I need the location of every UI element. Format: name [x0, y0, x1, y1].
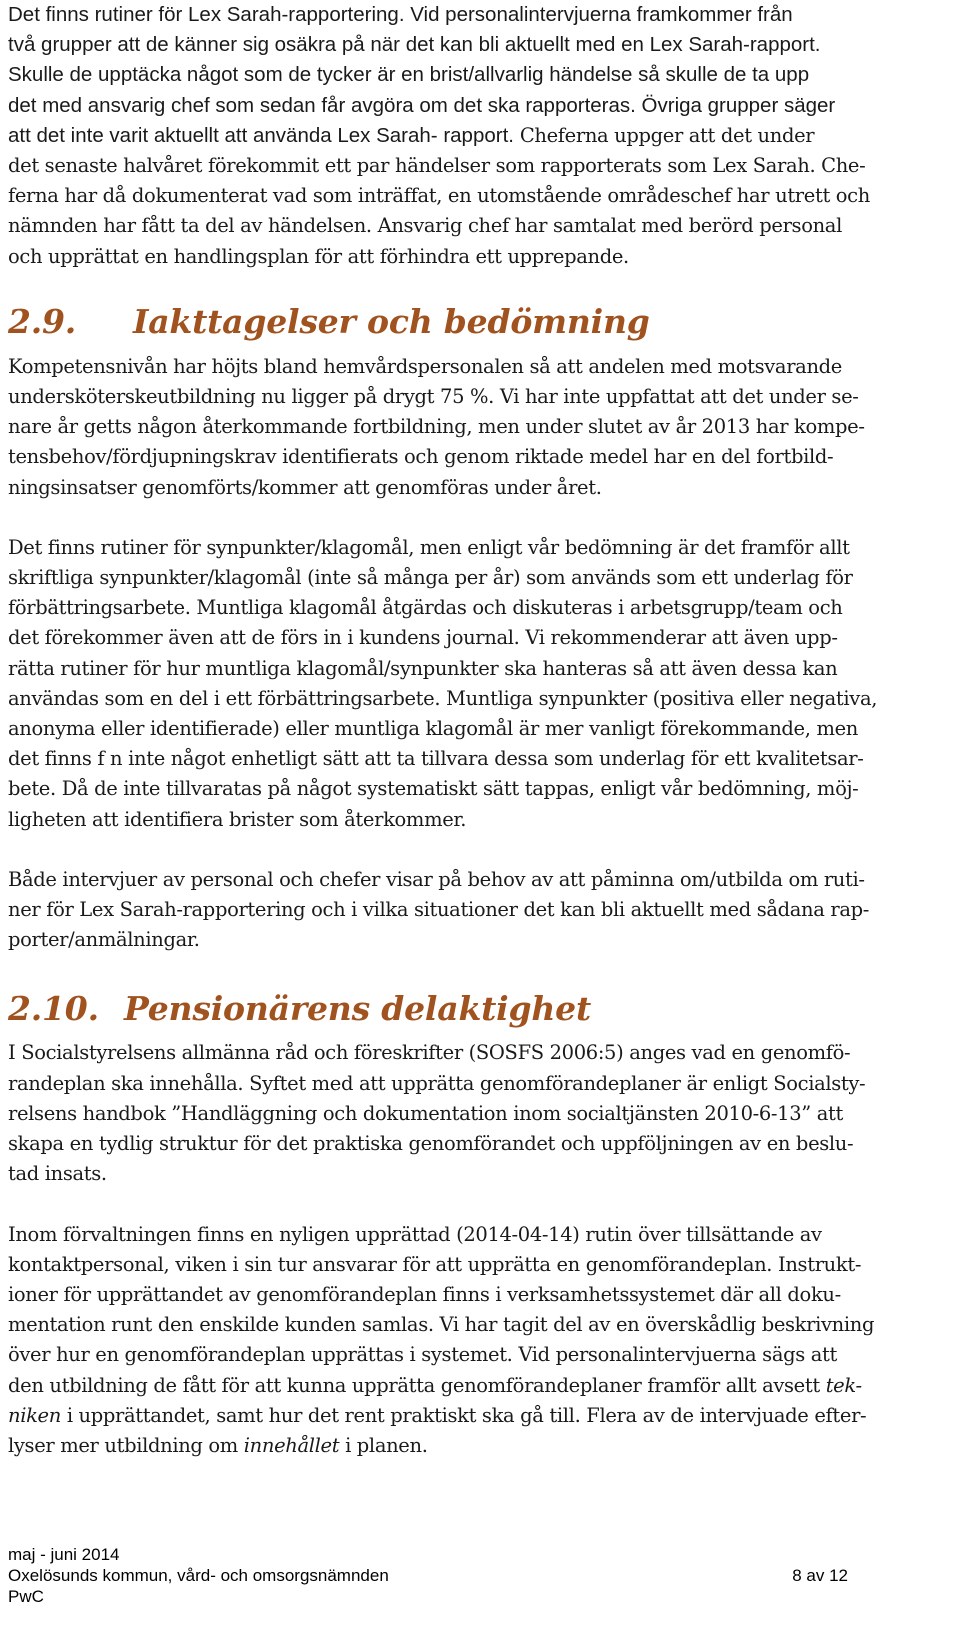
paragraph-gap	[8, 835, 928, 865]
text-line: det med ansvarig chef som sedan får avgöra om det ska rapporteras. Övriga grupper säger	[8, 93, 836, 117]
emphasis-text: innehållet	[243, 1433, 340, 1457]
text-line: anonyma eller identifierade) eller muntliga klagomål är mer vanligt förekommande, men	[8, 717, 858, 741]
paragraph-forvaltningen	[8, 1220, 928, 1462]
paragraph-lex-sarah	[8, 0, 928, 272]
text-line: det finns f n inte något enhetligt sätt att ta tillvara dessa som underlag för ett kvalitetsar-	[8, 747, 864, 771]
section-title: Iakttagelser och bedömning	[133, 301, 650, 341]
text-segment: lyser mer utbildning om	[8, 1433, 244, 1457]
section-title: Pensionärens delaktighet	[124, 989, 591, 1029]
text-line: ningsinsatser genomförts/kommer att genomföras under året.	[8, 475, 602, 499]
text-line: I Socialstyrelsens allmänna råd och föreskrifter (SOSFS 2006:5) anges vad en genomfö-	[8, 1041, 851, 1065]
paragraph-synpunkter	[8, 533, 928, 835]
text-line: bete. Då de inte tillvaratas på något systematiskt sätt tappas, enligt vår bedömning, möj-	[8, 777, 859, 801]
text-line: och upprättat en handlingsplan för att förhindra ett upprepande.	[8, 244, 629, 268]
text-line: tad insats.	[8, 1162, 107, 1186]
text-line: det senaste halvåret förekommit ett par händelser som rapporterats som Lex Sarah. Che-	[8, 154, 866, 178]
paragraph-socialstyrelsen	[8, 1038, 928, 1189]
text-line: tensbehov/fördjupningskrav identifierats och genom riktade medel har en del fortbild-	[8, 445, 834, 469]
text-line: relsens handbok ”Handläggning och dokumentation inom socialtjänsten 2010-6-13” att	[8, 1101, 844, 1125]
text-line: ioner för upprättandet av genomförandeplan finns i verksamhetssystemet där all doku-	[8, 1282, 841, 1306]
footer-company: PwC	[8, 1587, 44, 1606]
text-line: Det finns rutiner för Lex Sarah-rapportering. Vid personalintervjuerna framkommer från	[8, 3, 793, 26]
emphasis-text: niken	[8, 1403, 61, 1427]
footer-page-number: 8 av 12	[792, 1566, 848, 1585]
text-line: ferna har då dokumenterat vad som inträffat, en utomstående områdeschef har utrett och	[8, 184, 870, 208]
text-line: över hur en genomförandeplan upprättas i systemet. Vid personalintervjuerna sägs att	[8, 1343, 837, 1367]
text-line: kontaktpersonal, viken i sin tur ansvarar för att upprätta en genomförandeplan. Instrukt-	[8, 1252, 862, 1276]
text-line: nare år getts någon återkommande fortbildning, men under slutet av år 2013 har kompe-	[8, 415, 865, 439]
footer-date: maj - juni 2014	[8, 1545, 120, 1564]
text-line: rätta rutiner för hur muntliga klagomål/synpunkter ska hanteras så att även dessa kan	[8, 656, 838, 680]
text-line: Inom förvaltningen finns en nyligen upprättad (2014-04-14) rutin över tillsättande av	[8, 1222, 822, 1246]
text-line: randeplan ska innehålla. Syftet med att upprätta genomförandeplaner är enligt Socialsty-	[8, 1071, 866, 1095]
text-line: ner för Lex Sarah-rapportering och i vilka situationer det kan bli aktuellt med sådana rap-	[8, 898, 869, 922]
text-line: användas som en del i ett förbättringsarbete. Muntliga synpunkter (positiva eller negativa,	[8, 686, 878, 710]
paragraph-gap	[8, 503, 928, 533]
emphasis-text: tek-	[825, 1373, 862, 1397]
section-heading-2-9	[8, 292, 928, 352]
section-number: 2.10.	[8, 989, 99, 1029]
page-footer	[8, 1544, 848, 1607]
footer-row	[8, 1565, 848, 1586]
paragraph-kompetens	[8, 352, 928, 503]
text-line: porter/anmälningar.	[8, 928, 200, 952]
document-page	[8, 0, 928, 1461]
text-line: det förekommer även att de förs in i kundens journal. Vi rekommenderar att även upp-	[8, 626, 838, 650]
text-line: förbättringsarbete. Muntliga klagomål åtgärdas och diskuteras i arbetsgrupp/team och	[8, 596, 843, 620]
text-segment: i planen.	[339, 1433, 428, 1457]
text-line: att det inte varit aktuellt att använda Lex Sarah- rapport.	[8, 123, 514, 147]
text-line: Cheferna uppger att det under	[519, 123, 815, 147]
section-number: 2.9.	[8, 301, 77, 341]
text-line: skriftliga synpunkter/klagomål (inte så många per år) som används som ett underlag för	[8, 566, 853, 590]
text-segment: i upprättandet, samt hur det rent praktiskt ska gå till. Flera av de intervjuade efter-	[60, 1403, 867, 1427]
text-line: nämnden har fått ta del av händelsen. Ansvarig chef har samtalat med berörd personal	[8, 214, 842, 238]
text-line: Både intervjuer av personal och chefer visar på behov av att påminna om/utbilda om ruti-	[8, 867, 865, 891]
text-segment: den utbildning de fått för att kunna upprätta genomförandeplaner framför allt avsett	[8, 1373, 826, 1397]
text-line: skapa en tydlig struktur för det praktiska genomförandet och uppföljningen av en beslu-	[8, 1132, 854, 1156]
text-line: mentation runt den enskilde kunden samlas. Vi har tagit del av en överskådlig beskrivning	[8, 1313, 875, 1337]
text-line: undersköterskeutbildning nu ligger på drygt 75 %. Vi har inte uppfattat att det under se-	[8, 385, 859, 409]
text-line: Skulle de upptäcka något som de tycker är en brist/allvarlig händelse så skulle de ta upp	[8, 63, 810, 87]
text-line: Kompetensnivån har höjts bland hemvårdspersonalen så att andelen med motsvarande	[8, 354, 842, 378]
text-line: ligheten att identifiera brister som återkommer.	[8, 807, 467, 831]
paragraph-intervjuer	[8, 865, 928, 956]
text-line: två grupper att de känner sig osäkra på när det kan bli aktuellt med en Lex Sarah-rapport.	[8, 33, 821, 57]
text-line: Det finns rutiner för synpunkter/klagomål, men enligt vår bedömning är det framför allt	[8, 535, 850, 559]
section-heading-2-10	[8, 980, 928, 1038]
footer-organization: Oxelösunds kommun, vård- och omsorgsnämnden	[8, 1566, 389, 1585]
paragraph-gap	[8, 1190, 928, 1220]
